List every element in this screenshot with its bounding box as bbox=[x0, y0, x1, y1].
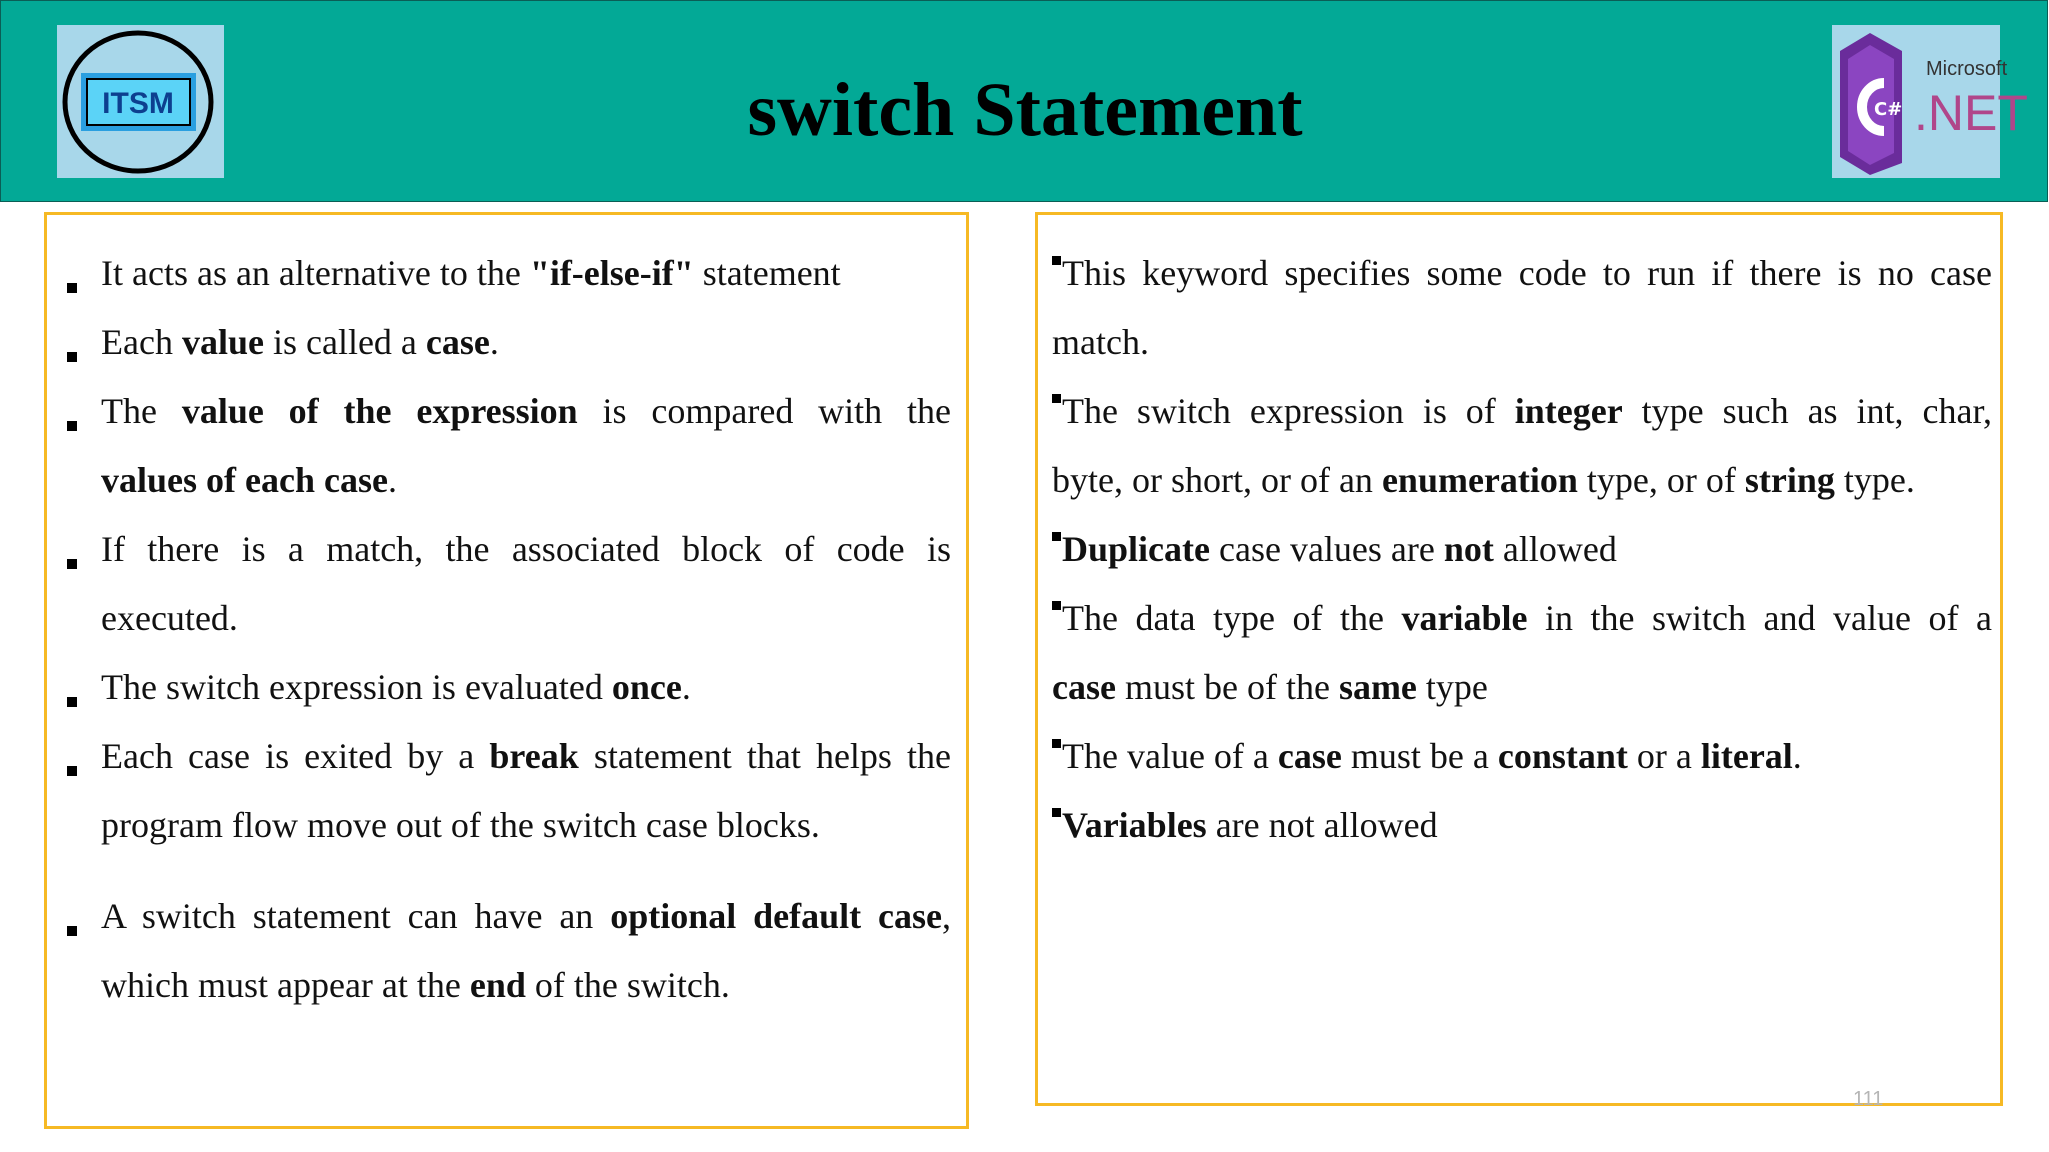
item-bold: string bbox=[1744, 460, 1835, 500]
item-bold: constant bbox=[1497, 736, 1628, 776]
item-text: program flow move out of the switch case blocks. bbox=[101, 805, 820, 845]
item-bold: case bbox=[425, 322, 490, 362]
item-text: type such as int, char, bbox=[1622, 391, 1992, 431]
bullet-icon bbox=[67, 559, 77, 569]
list-item bbox=[1052, 584, 1992, 722]
slide-header bbox=[0, 0, 2048, 202]
item-bold: not bbox=[1443, 529, 1494, 569]
item-text: The switch expression is evaluated bbox=[101, 667, 612, 707]
csharp-mark: C# bbox=[1874, 99, 1903, 120]
item-text: . bbox=[681, 667, 691, 707]
item-bold: values of each case bbox=[101, 460, 388, 500]
page-number: 111 bbox=[1853, 1088, 1884, 1110]
item-bold: variable bbox=[1401, 598, 1528, 638]
item-bold: Variables bbox=[1062, 805, 1207, 845]
itsm-logo-text: ITSM bbox=[102, 87, 174, 120]
item-text: Each bbox=[101, 322, 182, 362]
item-line bbox=[1052, 653, 1992, 722]
item-text: The switch expression is of bbox=[1062, 391, 1515, 431]
bullet-icon bbox=[1052, 808, 1061, 817]
item-text: If there is a match, the associated block of code is bbox=[101, 529, 951, 569]
list-item bbox=[1052, 791, 1992, 860]
item-text: must be a bbox=[1341, 736, 1498, 776]
item-line bbox=[101, 951, 951, 1020]
microsoft-label: Microsoft bbox=[1926, 58, 2008, 80]
item-line bbox=[1052, 377, 1992, 446]
bullet-icon bbox=[1052, 739, 1061, 748]
left-content-panel bbox=[44, 212, 969, 1129]
item-text: This keyword specifies some code to run if there is no case bbox=[1062, 253, 1992, 293]
bullet-icon bbox=[67, 352, 77, 362]
item-bold: integer bbox=[1514, 391, 1623, 431]
item-bold: Duplicate bbox=[1062, 529, 1210, 569]
list-item bbox=[101, 653, 951, 722]
dotnet-csharp-logo bbox=[1832, 25, 2028, 178]
item-line bbox=[101, 882, 951, 951]
item-text: The value of a bbox=[1062, 736, 1278, 776]
item-line bbox=[1052, 446, 1992, 515]
item-line bbox=[101, 377, 951, 446]
item-text: type, or of bbox=[1577, 460, 1745, 500]
item-line bbox=[101, 722, 951, 791]
list-item bbox=[101, 882, 951, 1020]
item-bold: value of the expression bbox=[181, 391, 578, 431]
item-line bbox=[1052, 584, 1992, 653]
item-text: . bbox=[489, 322, 499, 362]
list-item bbox=[1052, 722, 1992, 791]
item-text: statement bbox=[693, 253, 841, 293]
item-bold: once bbox=[611, 667, 682, 707]
item-text: which must appear at the bbox=[101, 965, 470, 1005]
item-text: allowed bbox=[1493, 529, 1617, 569]
item-line bbox=[1052, 239, 1992, 308]
bullet-icon bbox=[1052, 394, 1061, 403]
item-text: A switch statement can have an bbox=[101, 896, 611, 936]
item-bold: optional default case bbox=[610, 896, 942, 936]
dotnet-label: .NET bbox=[1914, 85, 2028, 141]
item-text: byte, or short, or of an bbox=[1052, 460, 1382, 500]
item-text: statement that helps the bbox=[578, 736, 952, 776]
item-text: type bbox=[1416, 667, 1488, 707]
item-bold: literal bbox=[1700, 736, 1793, 776]
item-text: . bbox=[1792, 736, 1802, 776]
item-bold: "if-else-if" bbox=[529, 253, 694, 293]
list-item bbox=[101, 239, 951, 308]
item-text: executed. bbox=[101, 598, 238, 638]
item-bold: enumeration bbox=[1381, 460, 1578, 500]
list-item bbox=[101, 308, 951, 377]
list-item bbox=[101, 377, 951, 515]
right-content-panel bbox=[1035, 212, 2003, 1106]
list-item bbox=[1052, 515, 1992, 584]
item-text: of the switch. bbox=[525, 965, 730, 1005]
item-text: type. bbox=[1834, 460, 1915, 500]
item-text: is compared with the bbox=[577, 391, 952, 431]
item-text: The data type of the bbox=[1062, 598, 1402, 638]
item-text: must be of the bbox=[1115, 667, 1339, 707]
item-bold: case bbox=[1052, 667, 1116, 707]
item-text: are not allowed bbox=[1206, 805, 1438, 845]
slide-title: switch Statement bbox=[747, 68, 1303, 152]
item-text: or a bbox=[1627, 736, 1701, 776]
item-text: , bbox=[942, 896, 951, 936]
list-item bbox=[101, 722, 951, 860]
item-text: match. bbox=[1052, 322, 1149, 362]
item-text: case values are bbox=[1210, 529, 1444, 569]
list-item bbox=[1052, 239, 1992, 377]
item-bold: case bbox=[1277, 736, 1342, 776]
bullet-icon bbox=[67, 421, 77, 431]
bullet-icon bbox=[1052, 601, 1061, 610]
list-item bbox=[101, 515, 951, 653]
bullet-icon bbox=[1052, 256, 1061, 265]
item-text: in the switch and value of a bbox=[1527, 598, 1992, 638]
item-line bbox=[101, 446, 951, 515]
bullet-icon bbox=[1052, 532, 1061, 541]
bullet-icon bbox=[67, 697, 77, 707]
item-text: Each case is exited by a bbox=[101, 736, 490, 776]
item-text: is called a bbox=[263, 322, 426, 362]
item-bold: same bbox=[1338, 667, 1417, 707]
list-item bbox=[1052, 377, 1992, 515]
bullet-icon bbox=[67, 766, 77, 776]
item-text: It acts as an alternative to the bbox=[101, 253, 530, 293]
item-text: The bbox=[101, 391, 182, 431]
item-bold: end bbox=[469, 965, 526, 1005]
bullet-icon bbox=[67, 283, 77, 293]
item-text: . bbox=[387, 460, 397, 500]
bullet-icon bbox=[67, 926, 77, 936]
item-bold: break bbox=[489, 736, 579, 776]
item-bold: value bbox=[181, 322, 264, 362]
